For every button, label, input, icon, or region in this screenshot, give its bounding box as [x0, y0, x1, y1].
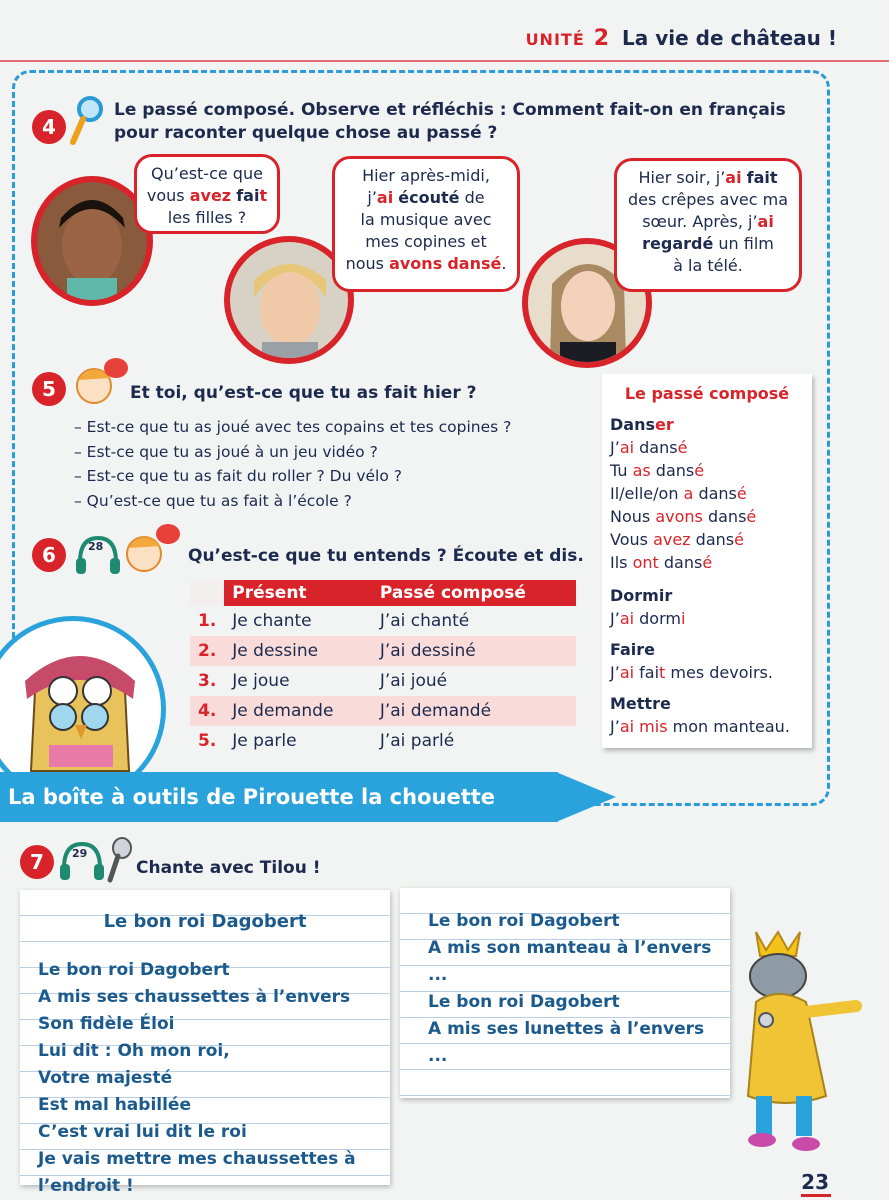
conj-line [610, 551, 804, 574]
bubble1-line3: les filles ? [167, 208, 247, 227]
speech-bubble-3 [614, 158, 802, 292]
auxiliary: avons [655, 507, 703, 526]
auxiliary: ai [619, 438, 635, 457]
participle-ending: é [734, 530, 744, 549]
conj-line [610, 482, 804, 505]
bubble3-participle1: fait [746, 168, 778, 187]
participle-ending: é [746, 507, 757, 526]
table-row [190, 666, 576, 696]
present-cell: Je parle [232, 731, 297, 751]
bubble3-apres: sœur. Après, j’ [642, 212, 758, 231]
lyric-line: ... [428, 965, 448, 985]
bubble2-de: de [459, 188, 485, 207]
participle-stem: dans [650, 461, 695, 480]
child-speaking-icon [72, 356, 130, 408]
lyric-line: Je vais mettre mes chaussettes à l’endroit ! [38, 1149, 356, 1196]
exercise-5-questions [74, 415, 511, 513]
row-number: 2. [190, 636, 224, 666]
table-header [190, 580, 576, 606]
bubble2-participle2: dansé [447, 254, 502, 273]
bubble1-ending: t [259, 186, 268, 205]
unit-header [526, 26, 837, 51]
col-passe-header: Passé composé [372, 580, 576, 606]
conj-line [610, 436, 804, 459]
magnifier-icon [66, 94, 106, 148]
present-cell: Je demande [224, 696, 372, 726]
bubble2-participle1: écouté [398, 188, 460, 207]
exercise-4-number: 4 [32, 110, 66, 144]
bubble3-text: Hier soir, j’ [638, 168, 726, 187]
row-number: 1. [198, 611, 217, 631]
passe-cell: J’ai parlé [379, 731, 455, 751]
participle-stem: dans [702, 507, 747, 526]
table-row [190, 726, 576, 756]
lyric-line: A mis ses lunettes à l’envers [428, 1019, 705, 1039]
bubble3-participle2: regardé [642, 234, 714, 253]
exercise-5-title: Et toi, qu’est-ce que tu as fait hier ? [130, 383, 477, 403]
song-paper-left [20, 890, 390, 1196]
complement: mes devoirs. [665, 663, 773, 682]
bubble3-aux2: ai [757, 212, 774, 231]
grammar-title: Le passé composé [624, 384, 790, 403]
question-item: – Est-ce que tu as fait du roller ? Du vélo ? [74, 467, 402, 485]
exercise-4-title [114, 99, 786, 145]
col-present-header: Présent [224, 580, 372, 606]
participle-stem: dorm [634, 609, 681, 628]
passe-cell: J’ai chanté [379, 611, 470, 631]
bubble1-aux: avez [189, 186, 232, 205]
verb-dormir: Dormir [610, 586, 673, 605]
banner-tip [556, 772, 616, 822]
participle-ending: é [736, 484, 747, 503]
conj-line [610, 505, 804, 528]
verb-danser [610, 413, 804, 436]
present-cell: Je joue [232, 671, 290, 691]
bubble2-line5 [343, 253, 509, 275]
lyric-line: Lui dit : Oh mon roi, [38, 1041, 230, 1061]
blond-boy-portrait-icon [230, 242, 348, 358]
song-title: Le bon roi Dagobert [103, 911, 307, 932]
song-lyrics-left [38, 957, 390, 1200]
pronoun: J’ [610, 609, 620, 628]
table-row [190, 636, 576, 666]
exercise-6-title: Qu’est-ce que tu entends ? Écoute et dis. [188, 546, 584, 566]
pronoun: Vous [610, 530, 654, 549]
conj-line [610, 528, 804, 551]
exercise-7-number: 7 [20, 845, 54, 879]
toolbox-banner: La boîte à outils de Pirouette la chouette [0, 772, 558, 822]
participle-stem: dans [693, 484, 737, 503]
bubble3-line3 [625, 211, 791, 233]
participle-ending: é [702, 553, 713, 572]
unit-number: 2 [593, 26, 610, 51]
table-row [190, 696, 576, 726]
exercise-4-title-line1: Le passé composé. Observe et réfléchis : Comment fait-on en français [114, 100, 786, 120]
faire-example [610, 661, 804, 684]
exercise-4-title-line2: pour raconter quelque chose au passé ? [114, 123, 498, 143]
bubble2-j: j’ [367, 188, 377, 207]
mettre-example [610, 715, 804, 738]
tilou-mascot-icon [726, 926, 876, 1162]
boy-portrait-icon [37, 182, 147, 300]
participle-stem: dans [690, 530, 735, 549]
passe-cell: J’ai dessiné [372, 636, 576, 666]
lyric-line: Le bon roi Dagobert [428, 992, 620, 1012]
lyric-line: C’est vrai lui dit le roi [38, 1122, 247, 1142]
complement: mon manteau. [667, 717, 790, 736]
pronoun: J’ [610, 717, 620, 736]
lyric-line: Le bon roi Dagobert [38, 960, 230, 980]
bubble2-line1: Hier après-midi, [362, 166, 490, 185]
pronoun: Il/elle/on [610, 484, 684, 503]
auxiliary: avez [653, 530, 691, 549]
pronoun: Ils [610, 553, 633, 572]
bubble2-line3: la musique avec [360, 210, 492, 229]
verb-stem: Dans [610, 415, 655, 434]
pronoun: Nous [610, 507, 656, 526]
speech-bubble-1 [134, 154, 280, 234]
bubble3-film: un film [713, 234, 774, 253]
conj-line [610, 459, 804, 482]
pronoun: J’ [610, 663, 620, 682]
participle-ending: i [680, 609, 686, 628]
present-cell: Je chante [232, 611, 312, 631]
child-speaking-icon [122, 522, 182, 576]
header-rule [0, 60, 889, 62]
participle-ending: é [694, 461, 705, 480]
bubble2-aux2: avons [389, 254, 443, 273]
auxiliary: a [683, 484, 694, 503]
row-number: 5. [198, 731, 217, 751]
bubble1-line2 [145, 185, 269, 207]
auxiliary: ont [632, 553, 659, 572]
passe-cell: J’ai joué [379, 671, 448, 691]
participle-ending: t [659, 663, 666, 682]
page-number-rule [801, 1194, 831, 1197]
bubble2-aux1: ai [376, 188, 394, 207]
auxiliary: ai [619, 717, 635, 736]
verb-faire: Faire [610, 640, 656, 659]
lyric-line: A mis son manteau à l’envers [428, 938, 712, 958]
pronoun: J’ [610, 438, 620, 457]
table-row [190, 606, 576, 636]
lyric-line: ... [428, 1046, 448, 1066]
row-number: 3. [198, 671, 217, 691]
question-item: – Qu’est-ce que tu as fait à l’école ? [74, 491, 352, 510]
exercise-5-number: 5 [32, 372, 66, 406]
participle-stem: fai [634, 663, 660, 682]
auxiliary: ai [619, 609, 635, 628]
present-passe-table [190, 580, 576, 756]
bubble1-stem: fai [236, 186, 260, 205]
bubble1-line1: Qu’est-ce que [151, 164, 263, 183]
bubble3-line5: à la télé. [673, 256, 743, 275]
participle-ending: é [677, 438, 688, 457]
bubble2-line4: mes copines et [365, 232, 487, 251]
participle: mis [639, 717, 668, 736]
participle-stem: dans [658, 553, 703, 572]
microphone-icon [104, 836, 134, 884]
page-number: 23 [801, 1170, 829, 1194]
exercise-7-title: Chante avec Tilou ! [136, 858, 321, 878]
bubble3-aux1: ai [725, 168, 742, 187]
unit-word: UNITÉ [525, 30, 585, 49]
bubble3-line1 [625, 167, 791, 189]
verb-mettre: Mettre [610, 694, 671, 713]
song-lyrics-right [428, 908, 730, 1070]
song-paper-right [400, 888, 730, 1098]
bubble3-line4 [625, 233, 791, 255]
bubble2-nous: nous [345, 254, 390, 273]
question-item: – Est-ce que tu as joué avec tes copains et tes copines ? [74, 418, 512, 436]
track-29-label: 29 [72, 847, 88, 860]
bubble2-line2 [343, 187, 509, 209]
bubble1-text: vous [146, 186, 190, 205]
lyric-line: Son fidèle Éloi [38, 1014, 175, 1034]
exercise-6-number: 6 [32, 538, 66, 572]
header-blank [190, 580, 224, 606]
pronoun: Tu [610, 461, 633, 480]
question-item: – Est-ce que tu as joué à un jeu vidéo ? [74, 442, 378, 461]
passe-cell: J’ai demandé [372, 696, 576, 726]
verb-ending: er [655, 415, 674, 434]
lyric-line: Est mal habillée [38, 1095, 191, 1115]
participle-stem: dans [634, 438, 678, 457]
track-28-label: 28 [88, 540, 104, 553]
auxiliary: ai [619, 663, 635, 682]
unit-title: La vie de château ! [622, 26, 837, 50]
lyric-line: Le bon roi Dagobert [428, 911, 620, 931]
bubble2-period: . [501, 254, 507, 273]
auxiliary: as [632, 461, 651, 480]
dormir-example [610, 607, 804, 630]
row-number: 4. [190, 696, 224, 726]
lyric-line: Votre majesté [38, 1068, 173, 1088]
bubble3-line2: des crêpes avec ma [627, 190, 789, 209]
grammar-box [602, 374, 812, 748]
lyric-line: A mis ses chaussettes à l’envers [38, 987, 351, 1007]
present-cell: Je dessine [224, 636, 372, 666]
speech-bubble-2 [332, 156, 520, 292]
